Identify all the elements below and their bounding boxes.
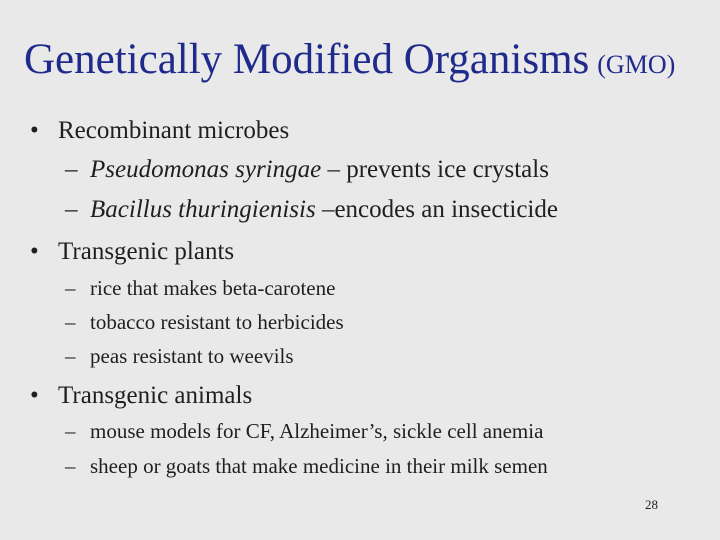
sub-item-text: mouse models for CF, Alzheimer’s, sickle cell anemia: [90, 419, 544, 443]
sub-item: [65, 312, 344, 333]
dash-icon: –: [65, 276, 76, 300]
bullet-icon: •: [30, 382, 39, 409]
bullet-label: Recombinant microbes: [58, 117, 290, 144]
sub-item: [65, 197, 558, 222]
sub-item-text: – prevents ice crystals: [321, 156, 549, 183]
slide-title: [24, 38, 675, 81]
species-name: Bacillus thuringienisis: [90, 196, 316, 223]
sub-item-text: tobacco resistant to herbicides: [90, 310, 344, 334]
species-name: Pseudomonas syringae: [90, 156, 322, 183]
sub-item-text: peas resistant to weevils: [90, 344, 294, 368]
bullet-icon: •: [30, 117, 39, 144]
bullet-recombinant-microbes: [30, 118, 289, 143]
sub-item-text: –encodes an insecticide: [315, 196, 558, 223]
sub-item: [65, 346, 294, 367]
dash-icon: –: [65, 344, 76, 368]
slide-title-main: Genetically Modified Organisms: [24, 36, 590, 83]
bullet-icon: •: [30, 238, 39, 265]
dash-icon: –: [65, 310, 76, 334]
slide-title-abbreviation: (GMO): [597, 50, 676, 79]
sub-item-text: rice that makes beta-carotene: [90, 276, 336, 300]
page-number: 28: [645, 497, 658, 512]
dash-icon: –: [65, 156, 78, 183]
dash-icon: –: [65, 419, 76, 443]
bullet-transgenic-plants: [30, 239, 234, 264]
bullet-label: Transgenic plants: [58, 238, 235, 265]
sub-item: [65, 421, 543, 442]
sub-item: [65, 456, 548, 477]
sub-item: [65, 157, 549, 182]
sub-item: [65, 278, 335, 299]
dash-icon: –: [65, 196, 78, 223]
dash-icon: –: [65, 454, 76, 478]
bullet-label: Transgenic animals: [58, 382, 253, 409]
bullet-transgenic-animals: [30, 383, 252, 408]
sub-item-text: sheep or goats that make medicine in their milk semen: [90, 454, 548, 478]
